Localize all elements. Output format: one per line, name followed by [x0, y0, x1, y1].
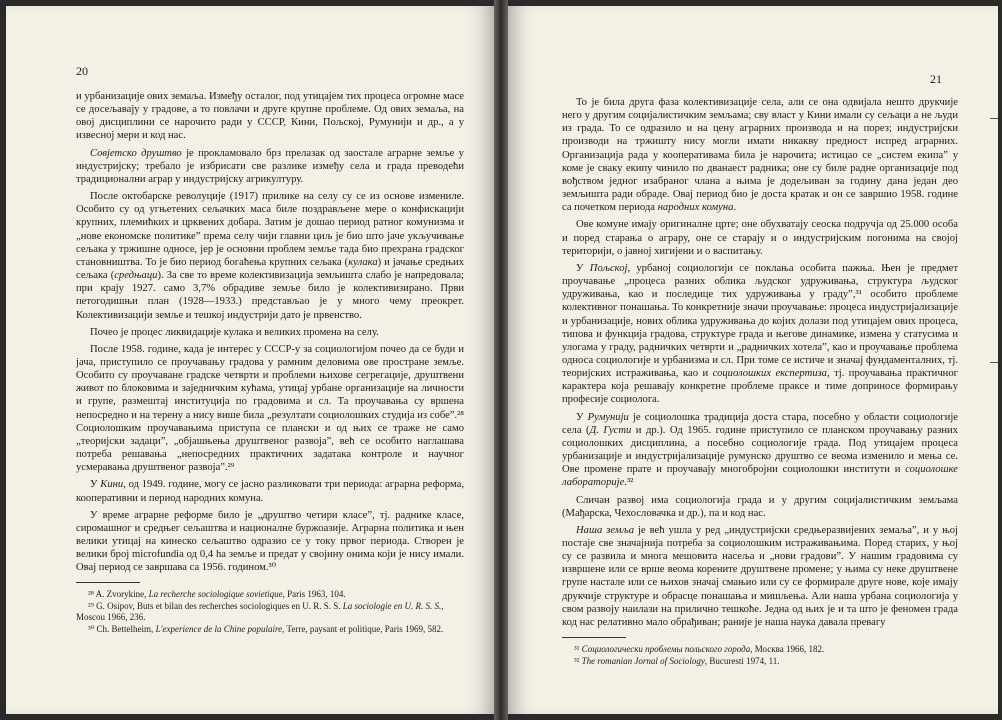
- italic-text: социолошких експертиза: [712, 368, 827, 380]
- italic-text: La recherche sociologique sovietique: [148, 589, 283, 600]
- paragraph: [562, 262, 958, 407]
- edge-mark: [990, 362, 998, 363]
- text-segment: Сличан развој има социологија града и у другим социјалистичким земљама (Мађарска, Чехословачка и др.), па и код нас.: [562, 494, 958, 519]
- right-page-footnotes: [562, 644, 958, 667]
- text-segment: .³²: [624, 477, 634, 489]
- italic-text: L'experience de la Chine populaire: [155, 624, 283, 635]
- text-segment: , Terre, paysant et politique, Paris 1969, 582.: [282, 624, 444, 635]
- italic-text: Социологически проблемы польского города: [581, 644, 751, 655]
- text-segment: и урбанизације ових земаља. Између осталог, под утицајем тих процеса огромне масе се досељавају у градове, а то повлачи и друге крупне проблеме. Од ових земаља, на овој дисциплини се нарочито ради у СССР, Кини, Пољској, Румунији и др., а у извесној мери и код нас.: [76, 91, 464, 142]
- paragraph: [76, 147, 464, 186]
- text-segment: У: [576, 411, 588, 423]
- left-page: [6, 6, 494, 714]
- left-page-text: [76, 90, 464, 574]
- text-segment: У: [90, 479, 101, 491]
- right-page: [508, 6, 998, 714]
- text-segment: је социолошка традиција доста стара, посебно у области социологије села (: [562, 411, 958, 436]
- italic-text: Пољској: [589, 262, 628, 274]
- italic-text: средњаци: [114, 270, 158, 282]
- text-segment: ) и јачање средњих сељака (: [76, 256, 464, 282]
- italic-text: Совјетско друштво: [90, 147, 182, 159]
- text-segment: У време аграрне реформе било је „друштво четири класе”, тј. раднике класе, сиромашног и средњег сељаштва и националне буржоазије. Аграрна политика и њен велики утицај на кинеско сељаштво одразио се у току првог периода. Створен је велики број microfundia од 0,4 ha земље и предат у својину онима који је нису имали. Овај период се завршава са 1956. годином.³⁰: [76, 509, 464, 574]
- paragraph: [76, 509, 464, 575]
- text-segment: ²⁹ G. Osipov, Buts et bilan des recherches sociologiques en U. R. S. S.: [88, 601, 343, 612]
- text-segment: , урбаној социологији се поклања особита пажња. Њен је предмет проучавање „процеса разних облика људског удруживања, структура људског удруживања, као и последице тих удруживања у граду”,³¹ особито проблеме колективног понашања. То конкретније значи проучавање: процеса индустријализације и урбанизације, нових облика удруживања до којих долази под утицајем ових процеса, типова и функција градова, структуре града и његове динамике, измена у статусима и улогама у граду, радничких четврти и „радничких хотела”, као и проучавање проблема односа социологије и урбанизма и сл. При томе се истиче и значај фундаменталних, тј. теоријских истраживања, као и: [562, 262, 958, 380]
- text-segment: После 1958. године, када је интерес у СССР-у за социологијом почео да се буди и јача, приступило се проучавању градова у рамним деловима ове простране земље. Особито су проучаване градске четврти и проблеми њихове сегрегације, друштвени живот по блоковима и заједничким кућама, утицај урбане организације на личности и групе, размештај институција по градовима и сл. Та проучавања су вршена непосредно и на терену а нису више била „резултати социолошких студија из собе”.²⁸ Социолошким проучавањима приступа се плански и од њих се траже не само „теоријски задаци”, „објашњења друштвеног развоја”, већ се особито наглашава потреба решавања „непосредних практичних задатака контроле и научног усмеравања друштвеног развоја”.²⁹: [76, 343, 464, 474]
- paragraph: [562, 96, 958, 214]
- footnote: [562, 656, 958, 667]
- italic-text: Кини: [100, 479, 124, 491]
- right-page-body: [562, 96, 958, 668]
- italic-text: The romanian Jornal of Sociology: [581, 656, 705, 667]
- footnote: [76, 624, 464, 635]
- text-segment: Почео је процес ликвидације кулака и великих промена на селу.: [90, 326, 379, 338]
- right-page-text: [562, 96, 958, 629]
- paragraph: [76, 343, 464, 475]
- text-segment: После октобарске револуције (1917) прилике на селу су се из основе измениле. Особито су од угњетених сељачких маса биле поздрављене мере о конфискацији крупних, племићких и црквених добара. Затим је дошао период ратног комунизма и „нове економске политике” према селу чији главни циљ је био што јаче укључивање сељака у тржишне односе, јер је основни проблем земље тада био прехрана градског становништва. То је био период богаћења крупних сељака (: [76, 191, 464, 268]
- footnote-rule: [562, 637, 626, 638]
- paragraph: [76, 90, 464, 143]
- book-gutter: [494, 0, 508, 720]
- paragraph: [562, 524, 958, 629]
- italic-text: Наша земља: [576, 524, 635, 536]
- footnote: [76, 589, 464, 600]
- paragraph: [562, 218, 958, 257]
- text-segment: То је била друга фаза колективизације села, али се она одвијала нешто друкчије него у другим социјалистичким земљама; сву власт у Кини имали су сељаци а не људи из града. То се одразило и на цену аграрних производа и на порез; индустријски производи на тржишту нису могли имати никакву предност испред аграрних. Организација рада у кооперативама била је нарочита; истицао се „систем екипа” у коме је сваку екипу чинило по дванаест радника; оне су биле радне организације под вођством једног изабраног члана а њима је додељиван за годину дана један део земљишта ради обраде. Овај период био је доста кратак и он се завршио 1958. године са почетком периода: [562, 97, 958, 214]
- text-segment: ³¹: [574, 644, 582, 655]
- text-segment: , тј. проучавања практичног карактера која решавају конкретне проблеме праксе и тиме доприносе формирању професије социолога.: [562, 368, 958, 406]
- text-segment: ³²: [574, 656, 582, 667]
- left-page-footnotes: [76, 589, 464, 635]
- footnote-rule: [76, 582, 140, 583]
- italic-text: La sociologie en U. R. S. S.: [342, 601, 442, 612]
- text-segment: и др.). Од 1965. године приступило се планском проучавању разних социолошких дисциплина, а посебно социологије града. Под утицајем процеса урбанизације и индустријализације румунско друштво се веома изменило и мења се. Ове промене прате и проучавају многобројни социолошки институти и: [562, 424, 959, 476]
- page-number: 20: [76, 64, 88, 78]
- text-segment: , Paris 1963, 104.: [282, 589, 346, 600]
- text-segment: ). За све то време колективизација земљишта слабо је напредовала; при крају 1927. само 3,7% обрадиве земље било је колективизирано. Први петогодишњи план (1928—1933.) представљао је у много чему преокрет. Колективизацији земље и тешкој индустрији дато је првенство.: [76, 270, 464, 321]
- text-segment: , од 1949. године, могу се јасно разликовати три периода: аграрна реформа, кооперативни и период народних комуна.: [76, 479, 464, 504]
- italic-text: народних комуна: [657, 202, 734, 214]
- text-segment: је прокламовало брз прелазак од заостале аграрне земље у индустријску; требало је избрисати све разлике између села и града преводећи традиционални аграр у индустријску агрикултуру.: [76, 147, 464, 185]
- page-number: 21: [930, 72, 942, 86]
- text-segment: Ове комуне имају оригиналне црте; оне обухватају сеоска подручја од 25.000 особа и поред старања о аграру, оне се старају и о индустријским погонима на својој територији, о јавној хигијени и о васпитању.: [562, 219, 958, 257]
- paragraph: [562, 494, 958, 520]
- italic-text: Румунији: [587, 411, 629, 423]
- text-segment: , Москва 1966, 182.: [750, 644, 825, 655]
- text-segment: .: [733, 202, 737, 214]
- text-segment: ²⁸ A. Zvorykine,: [88, 589, 149, 600]
- paragraph: [76, 478, 464, 504]
- text-segment: , Moscou 1966, 236.: [76, 601, 444, 623]
- paragraph: [562, 411, 958, 490]
- text-segment: , Bucuresti 1974, 11.: [704, 656, 780, 667]
- italic-text: Д. Густи: [589, 424, 632, 436]
- paragraph: [76, 326, 464, 339]
- footnote: [76, 601, 464, 623]
- italic-text: кулака: [348, 256, 378, 268]
- text-segment: је већ ушла у ред „индустријски средњеразвијених земаља”, и у њој постаје све значајнија потреба за социолошким истраживањима. Поред старих, у њој су се развила и многа мешовита насеља и „нови градови”. У нашим градовима су извршене или се врше веома корените друштвене промене; у њима су неке друштвене групе настале или се њихов значај смањио или су се формирале друге нове, које имају друкчије структуре и обрасце понашања и мишљења. Али наша урбана социологија у свом развоју наилази на прилично тешкоће. Једна од њих је и та што је феномен града код нас релативно мало обрађиван; раније је наша наука давала превагу: [562, 524, 958, 628]
- text-segment: ³⁰ Ch. Bettelheim,: [88, 624, 156, 635]
- text-segment: У: [576, 262, 590, 274]
- italic-text: социолошке лабораторије: [562, 464, 958, 489]
- edge-mark: [990, 118, 998, 119]
- footnote: [562, 644, 958, 655]
- paragraph: [76, 190, 464, 322]
- left-page-body: [76, 90, 464, 636]
